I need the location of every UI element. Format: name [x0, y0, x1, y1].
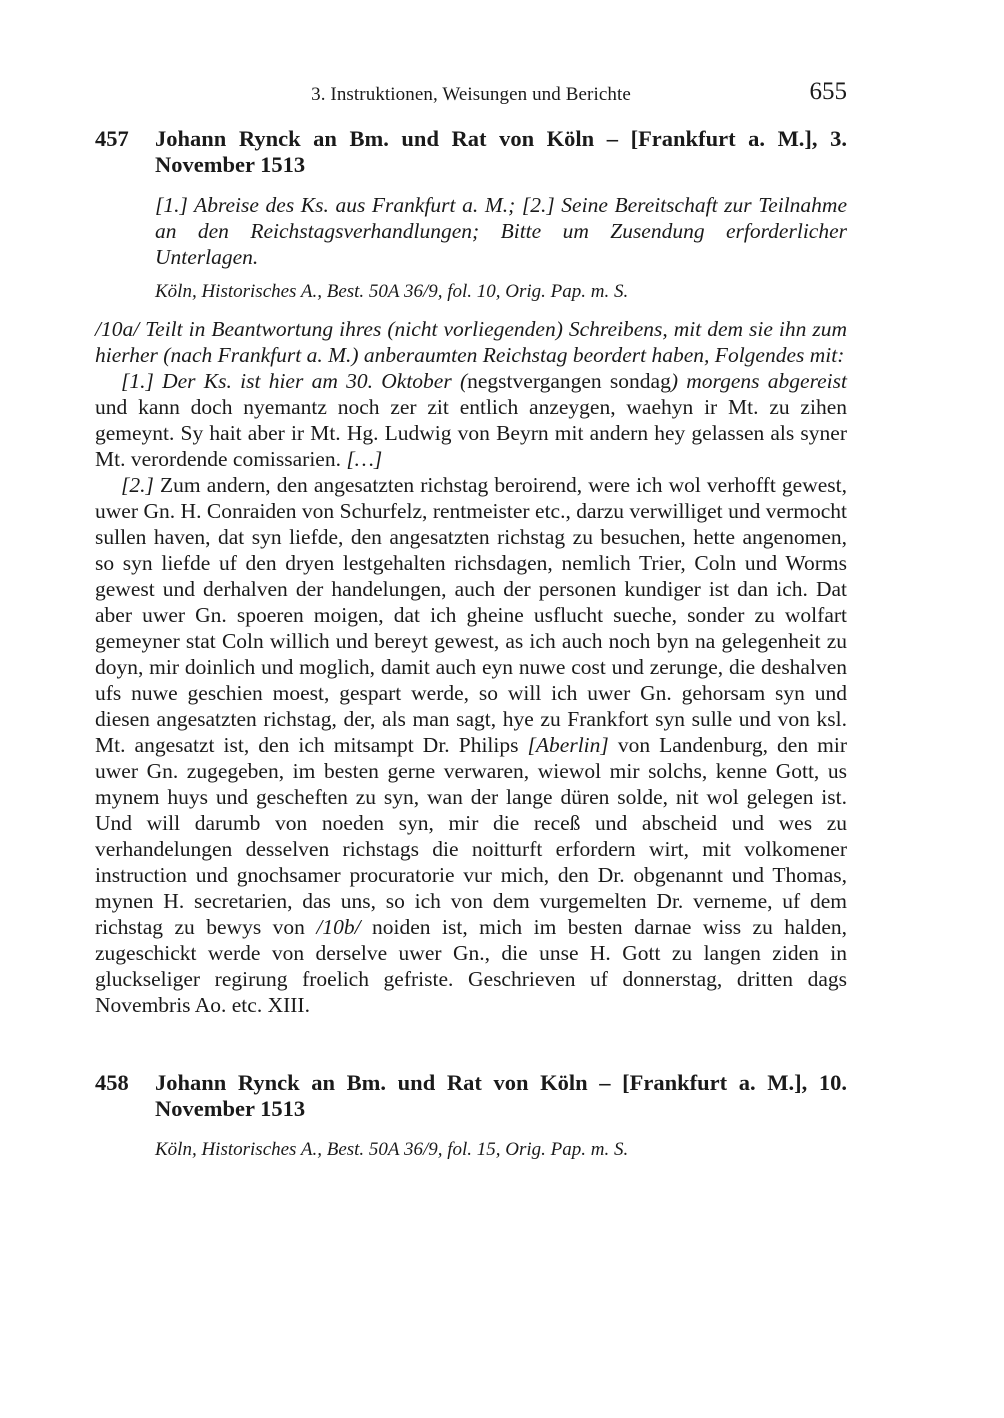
- document-number: 457: [95, 126, 129, 151]
- p2-text-c: noiden ist, mich im besten darnae wiss zu halden, zugeschickt werde von derselve uwer Gn., die unse H. Gott zu langen ziden in gluckseliger regirung froelich gefriste. Geschrieven uf donnerstag, dritten dags Novembris Ao. etc. XIII.: [95, 915, 847, 1017]
- document-page: [95, 78, 847, 1162]
- document-458: [95, 1070, 847, 1162]
- p2-folio-marker: /10b/: [316, 915, 361, 939]
- p2-number: [2.]: [121, 473, 154, 497]
- source-citation: Köln, Historisches A., Best. 50A 36/9, fol. 15, Orig. Pap. m. S.: [155, 1139, 629, 1160]
- running-title: 3. Instruktionen, Weisungen und Berichte: [311, 84, 631, 105]
- document-summary: [1.] Abreise des Ks. aus Frankfurt a. M.; [2.] Seine Bereitschaft zur Teilnahme an den Reichstagsverhandlungen; Bitte um Zusendung erforderlicher Unterlagen.: [155, 193, 847, 269]
- p1-ellipsis: […]: [346, 447, 383, 471]
- document-title: Johann Rynck an Bm. und Rat von Köln – [Frankfurt a. M.], 3. November 1513: [155, 126, 847, 177]
- paragraph-2: [95, 472, 847, 1018]
- p2-text-b: von Landenburg, den mir uwer Gn. zugegeben, im besten gerne verwaren, wiewol mir solchs, kenne Gott, us mynem huys und gescheften zu syn, wan der lange düren solde, nit wol gelegen ist. Und will darumb von noeden syn, mir die receß und abscheid und wes zu verhandelungen desselven richstags die noitturft erfordern wirt, mit volkomener instruction und gnochsamer procuratorie vur mich, den Dr. obgenannt und Thomas, mynen H. secretarien, das uns, so ich von dem vurgemelten Dr. verneme, uf dem richstag zu bewys von: [95, 733, 847, 939]
- page-number: 655: [809, 78, 847, 105]
- source-citation: Köln, Historisches A., Best. 50A 36/9, fol. 10, Orig. Pap. m. S.: [155, 281, 629, 302]
- paragraph-1: [95, 368, 847, 472]
- p1-quote: negstvergangen sondag: [467, 369, 671, 393]
- p2-text-a: Zum andern, den angesatzten richstag beroirend, were ich wol verhofft gewest, uwer Gn. H. Conraiden von Schurfelz, rentmeister etc., darzu verwilliget und vermocht sullen haven, dat syn liefde, den angesatzten richstag zu besuchen, hette angenomen, so syn liefde uf den dryen lestgehalten richsdagen, nemlich Trier, Coln und Worms gewest und derhalven der handelungen, auch der personen kundiger ist dan ich. Dat aber uwer Gn. spoeren moigen, dat ich gheine usflucht sueche, sonder zu wolfart gemeyner stat Coln willich und bereyt gewest, as ich auch noch byn na gelegenheit zu doyn, mir doinlich und moglich, damit auch eyn nuwe cost und zerunge, die deshalven ufs nuwe geschien moest, gespart werde, so will ich uwer Gn. gehorsam syn und diesen angesatzten richstag, der, als man sagt, hye zu Frankfort syn sulle und von ksl. Mt. angesatzt ist, den ich mitsampt Dr. Philips: [95, 473, 847, 757]
- p2-editorial-name: [Aberlin]: [527, 733, 609, 757]
- p1-text: und kann doch nyemantz noch zer zit entlich anzeygen, waehyn ir Mt. zu zihen gemeynt. Sy hait aber ir Mt. Hg. Ludwig von Beyrn mit andern hey gelassen als syner Mt. verordende comissarien.: [95, 395, 847, 471]
- p1-italic-a: [1.] Der Ks. ist hier am 30. Oktober (: [121, 369, 468, 393]
- document-title: Johann Rynck an Bm. und Rat von Köln – [Frankfurt a. M.], 10. November 1513: [155, 1070, 847, 1121]
- intro-paragraph: /10a/ Teilt in Beantwortung ihres (nicht vorliegenden) Schreibens, mit dem sie ihn zum hierher (nach Frankfurt a. M.) anberaumten Reichstag beordert haben, Folgendes mit:: [95, 317, 847, 367]
- p1-italic-c: ) morgens abgereist: [670, 369, 847, 393]
- document-number: 458: [95, 1070, 129, 1095]
- document-heading: [95, 1070, 847, 1122]
- document-heading: [95, 126, 847, 178]
- document-457: [95, 126, 847, 1018]
- running-header: [95, 78, 847, 108]
